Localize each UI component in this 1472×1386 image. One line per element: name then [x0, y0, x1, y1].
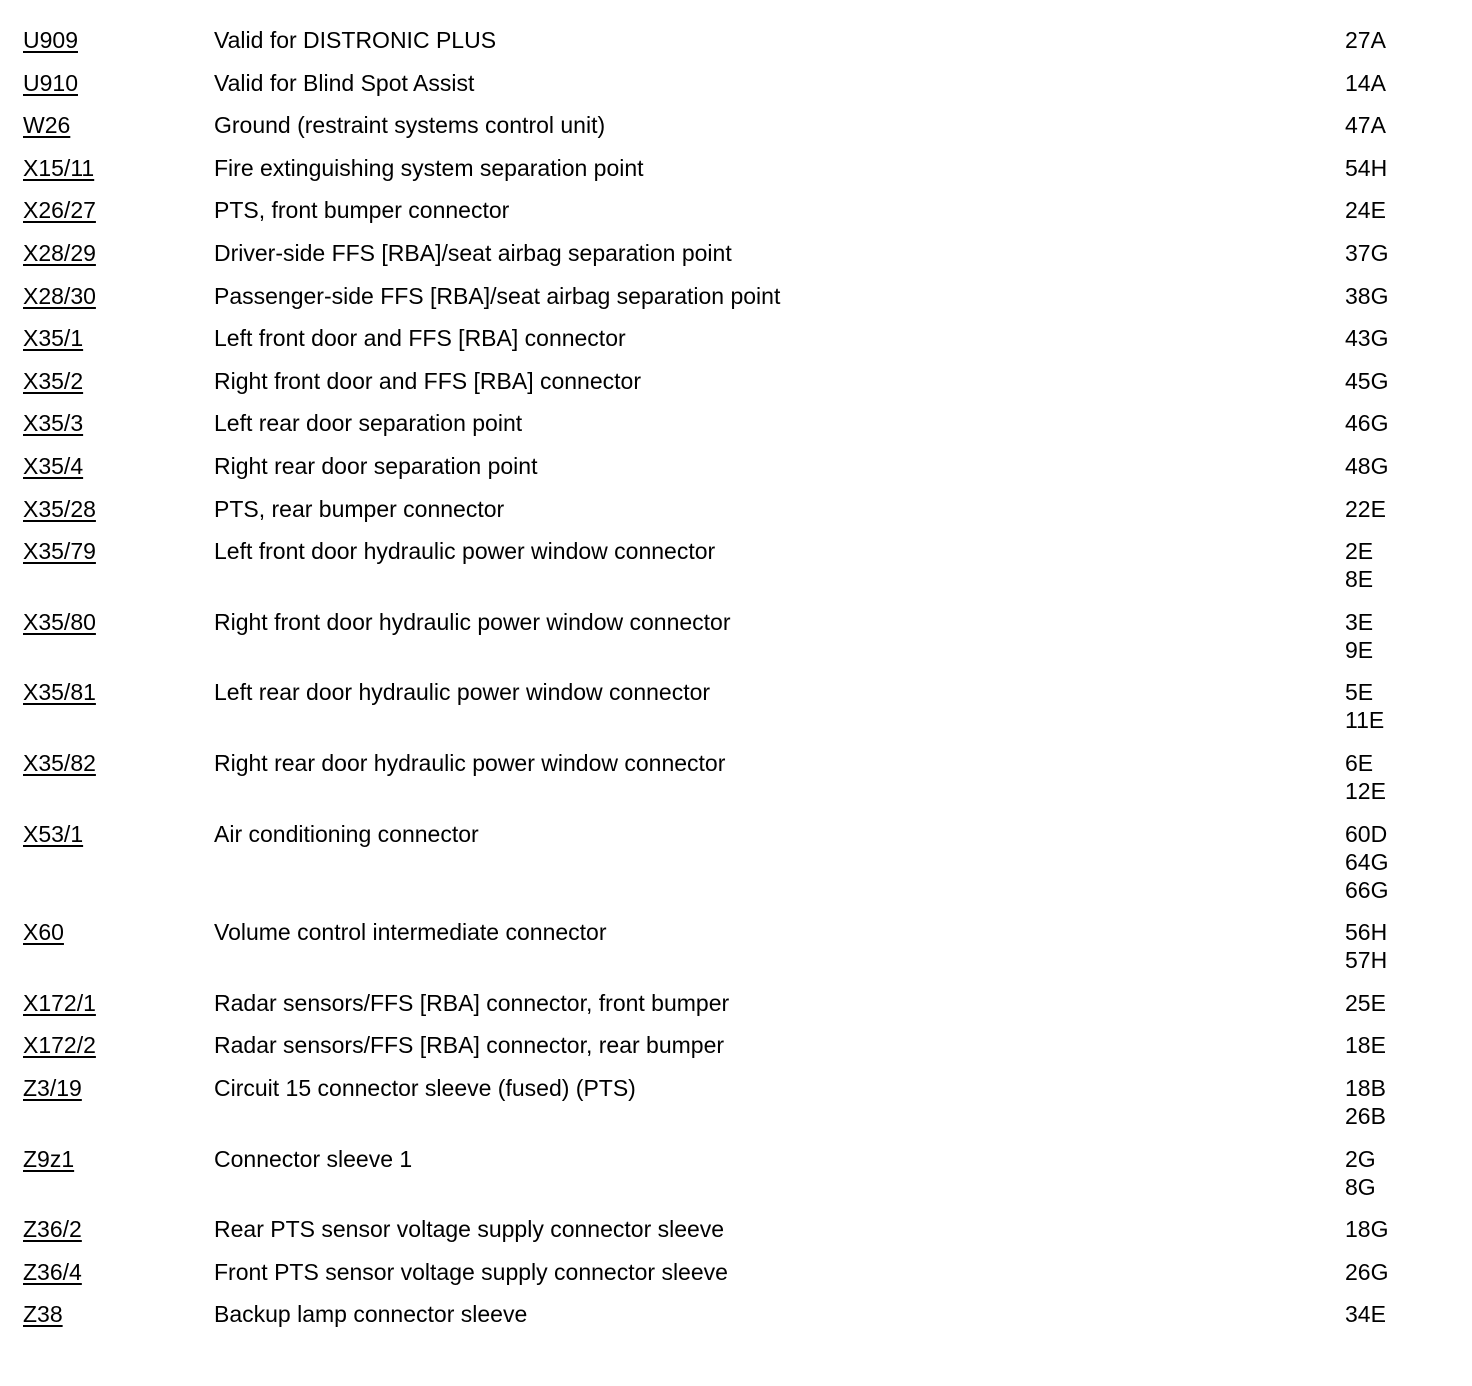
component-description: Right rear door hydraulic power window connector — [214, 750, 726, 776]
component-code-link[interactable]: Z36/4 — [23, 1258, 82, 1285]
component-code-link[interactable]: X35/1 — [23, 325, 84, 352]
grid-location: 43G — [1345, 325, 1389, 352]
grid-location-list — [1345, 1215, 1388, 1243]
component-description: Valid for Blind Spot Assist — [214, 69, 475, 96]
component-description: Circuit 15 connector sleeve (fused) (PTS) — [214, 1075, 636, 1101]
grid-location-list — [1345, 367, 1388, 395]
component-code-link[interactable]: X28/30 — [23, 282, 96, 309]
component-description: Left front door and FFS [RBA] connector — [214, 325, 626, 352]
component-code-link[interactable]: U909 — [23, 27, 78, 53]
grid-location-list — [1345, 154, 1387, 182]
grid-location: 8G — [1345, 1173, 1376, 1200]
component-code-link[interactable]: X35/28 — [23, 495, 96, 522]
component-description: Ground (restraint systems control unit) — [214, 112, 606, 139]
component-code-link[interactable]: Z9z1 — [23, 1145, 75, 1172]
grid-location: 54H — [1345, 154, 1388, 181]
component-description: Air conditioning connector — [214, 820, 479, 847]
component-code-link[interactable]: X35/80 — [23, 608, 96, 635]
grid-location: 2G — [1345, 1145, 1376, 1172]
grid-location-list — [1345, 678, 1384, 734]
component-code-link[interactable]: U910 — [23, 69, 78, 96]
grid-location: 26B — [1345, 1103, 1386, 1129]
grid-location: 56H — [1345, 919, 1388, 946]
grid-location: 22E — [1345, 495, 1386, 522]
grid-location: 64G — [1345, 848, 1389, 875]
component-code-link[interactable]: X26/27 — [23, 197, 96, 224]
grid-location-list — [1345, 1074, 1386, 1130]
component-description: Fire extinguishing system separation point — [214, 154, 644, 181]
component-description: Valid for DISTRONIC PLUS — [214, 27, 497, 53]
component-code-link[interactable]: Z38 — [23, 1301, 63, 1328]
grid-location-list — [1345, 452, 1388, 480]
grid-location-list — [1345, 1258, 1388, 1286]
grid-location: 48G — [1345, 453, 1389, 479]
component-code-link[interactable]: X35/81 — [23, 679, 96, 706]
component-description: Right front door hydraulic power window connector — [214, 608, 731, 635]
grid-location-list — [1345, 239, 1388, 267]
component-code-link[interactable]: Z36/2 — [23, 1216, 82, 1243]
component-description: Driver-side FFS [RBA]/seat airbag separation point — [214, 240, 732, 266]
grid-location: 66G — [1345, 876, 1389, 903]
component-description: Right front door and FFS [RBA] connector — [214, 367, 641, 394]
component-code-link[interactable]: X60 — [23, 919, 64, 946]
grid-location-list — [1345, 749, 1386, 805]
grid-location: 24E — [1345, 197, 1386, 224]
component-code-link[interactable]: X35/79 — [23, 538, 96, 565]
grid-location: 11E — [1345, 707, 1385, 734]
component-description: Connector sleeve 1 — [214, 1145, 413, 1172]
component-code-link[interactable]: X172/1 — [23, 989, 96, 1016]
grid-location: 8E — [1345, 566, 1374, 593]
component-code-link[interactable]: Z3/19 — [23, 1075, 82, 1101]
grid-location: 26G — [1345, 1258, 1389, 1285]
grid-location: 18G — [1345, 1216, 1389, 1243]
grid-location: 9E — [1345, 636, 1374, 663]
grid-location-list — [1345, 1145, 1376, 1201]
grid-location: 25E — [1345, 989, 1386, 1016]
grid-location-list — [1345, 495, 1386, 523]
grid-location: 45G — [1345, 367, 1389, 394]
grid-location: 18B — [1345, 1075, 1386, 1101]
grid-location: 3E — [1345, 608, 1374, 635]
component-description: Backup lamp connector sleeve — [214, 1301, 528, 1328]
grid-location-list — [1345, 69, 1386, 97]
grid-location: 5E — [1345, 679, 1374, 706]
component-description: Radar sensors/FFS [RBA] connector, rear bumper — [214, 1032, 725, 1059]
component-description: Left rear door hydraulic power window connector — [214, 679, 711, 706]
grid-location: 47A — [1345, 112, 1386, 139]
component-description: Left rear door separation point — [214, 410, 523, 437]
grid-location-list — [1345, 26, 1386, 54]
component-description: Passenger-side FFS [RBA]/seat airbag separation point — [214, 282, 781, 309]
component-code-link[interactable]: X15/11 — [23, 154, 95, 181]
grid-location: 14A — [1345, 69, 1386, 96]
grid-location: 60D — [1345, 820, 1388, 847]
component-code-link[interactable]: X28/29 — [23, 240, 96, 266]
grid-location-list — [1345, 608, 1373, 664]
grid-location: 46G — [1345, 410, 1389, 437]
component-description: Volume control intermediate connector — [214, 919, 607, 946]
grid-location-list — [1345, 1031, 1386, 1059]
grid-location-list — [1345, 989, 1386, 1017]
grid-location: 2E — [1345, 538, 1374, 565]
component-code-link[interactable]: W26 — [23, 112, 71, 139]
grid-location-list — [1345, 196, 1386, 224]
grid-location: 18E — [1345, 1032, 1386, 1059]
grid-location: 38G — [1345, 282, 1389, 309]
grid-location-list — [1345, 409, 1388, 437]
component-code-link[interactable]: X35/82 — [23, 750, 96, 776]
grid-location: 57H — [1345, 947, 1388, 974]
grid-location: 6E — [1345, 750, 1374, 776]
grid-location-list — [1345, 537, 1373, 593]
component-description: Rear PTS sensor voltage supply connector sleeve — [214, 1216, 725, 1243]
grid-location-list — [1345, 820, 1388, 904]
component-code-link[interactable]: X35/2 — [23, 367, 84, 394]
grid-location: 27A — [1345, 27, 1386, 53]
grid-location-list — [1345, 918, 1387, 974]
component-code-link[interactable]: X53/1 — [23, 820, 84, 847]
component-description: Front PTS sensor voltage supply connector sleeve — [214, 1258, 728, 1285]
component-code-link[interactable]: X35/4 — [23, 453, 84, 479]
grid-location-list — [1345, 324, 1388, 352]
grid-location: 34E — [1345, 1301, 1386, 1328]
component-description: Right rear door separation point — [214, 453, 538, 479]
component-description: PTS, front bumper connector — [214, 197, 510, 224]
grid-location-list — [1345, 111, 1386, 139]
component-code-link[interactable]: X35/3 — [23, 410, 84, 437]
grid-location: 12E — [1345, 778, 1386, 804]
component-description: Left front door hydraulic power window connector — [214, 538, 716, 565]
component-description: PTS, rear bumper connector — [214, 495, 505, 522]
grid-location-list — [1345, 282, 1388, 310]
component-description: Radar sensors/FFS [RBA] connector, front bumper — [214, 989, 730, 1016]
grid-location-list — [1345, 1300, 1386, 1328]
grid-location: 37G — [1345, 240, 1389, 266]
component-code-link[interactable]: X172/2 — [23, 1032, 96, 1059]
